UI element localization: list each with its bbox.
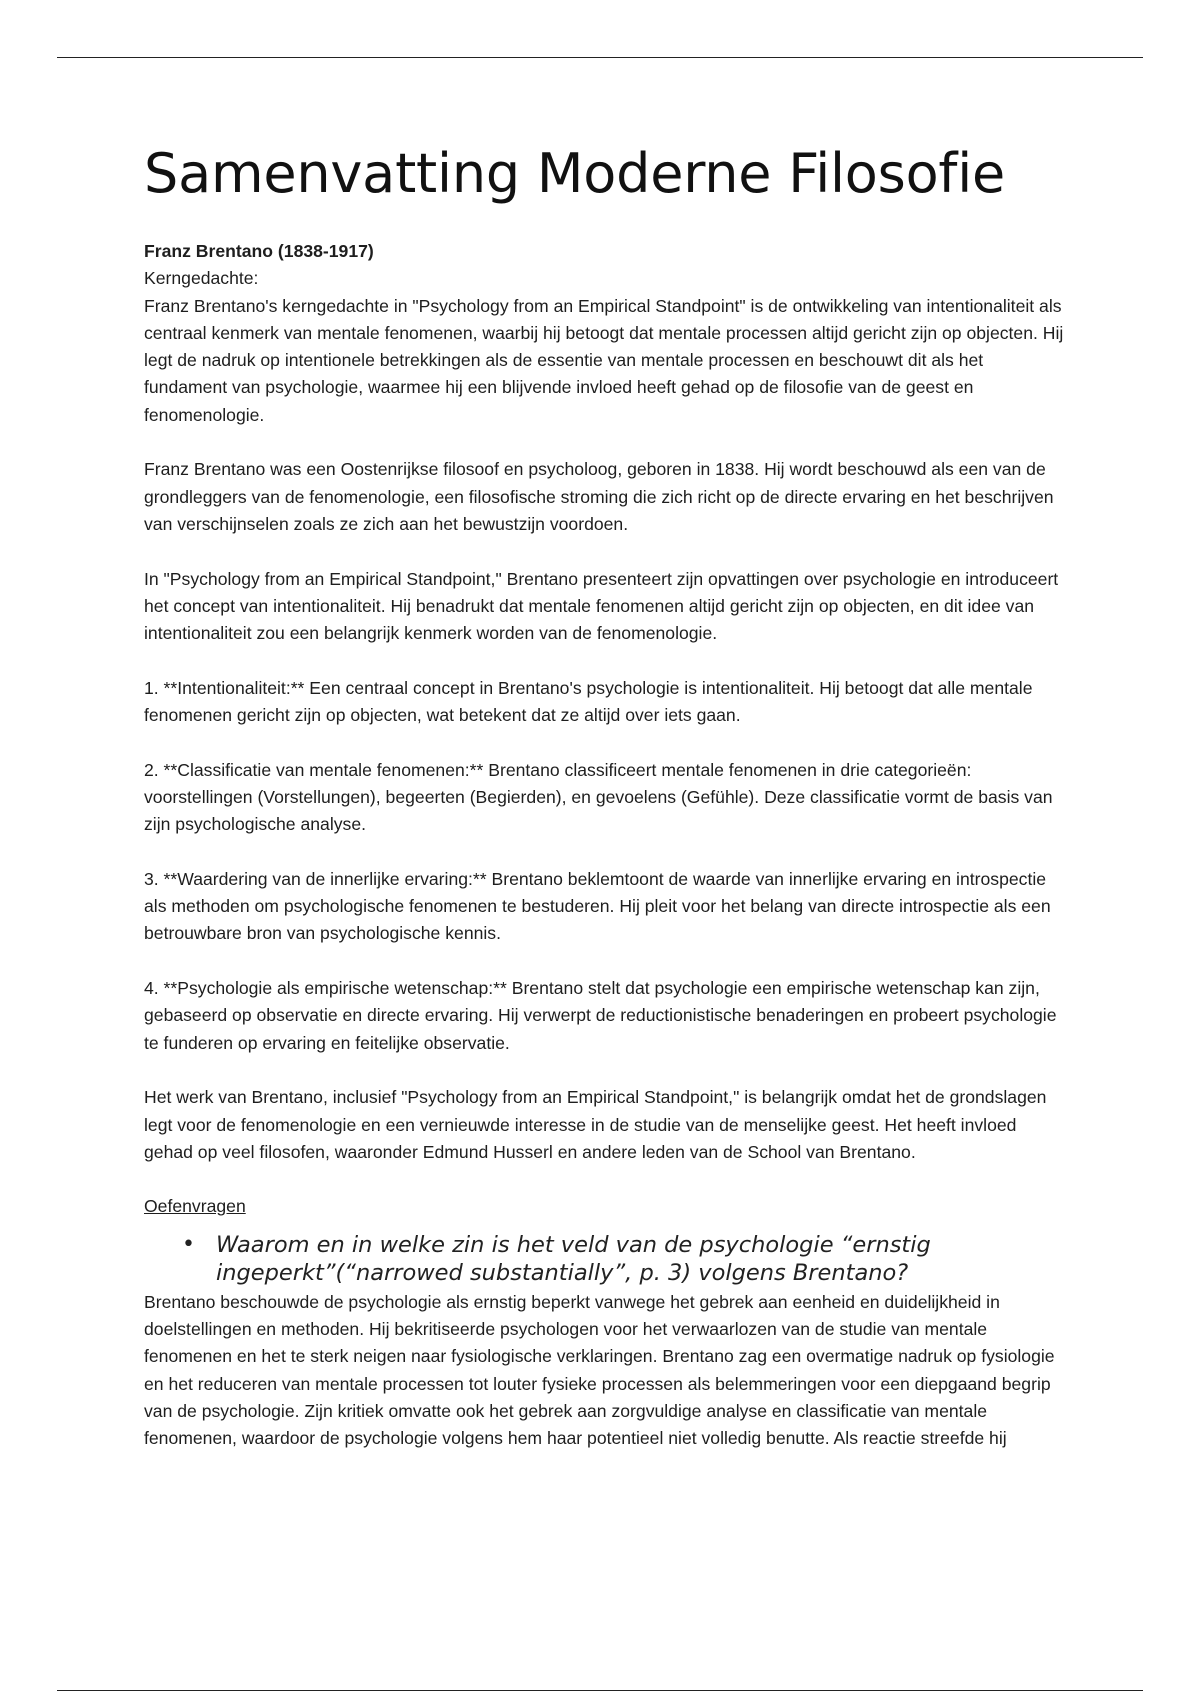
- document-body: [144, 238, 1064, 1452]
- list-point-1: 1. **Intentionaliteit:** Een centraal concept in Brentano's psychologie is intentionaliteit. Hij betoogt dat alle mentale fenomenen gericht zijn op objecten, wat betekent dat ze altijd over iets gaan.: [144, 677, 1033, 726]
- exercises-heading: Oefenvragen: [144, 1196, 246, 1217]
- document-title: Samenvatting Moderne Filosofie: [144, 142, 1006, 205]
- document-page: [144, 138, 1064, 1452]
- kern-label: Kerngedachte:: [144, 268, 259, 289]
- paragraph: Franz Brentano was een Oostenrijkse filosoof en psycholoog, geboren in 1838. Hij wordt beschouwd als een van de grondleggers van de fenomenologie, een filosofische stroming die zich richt op de directe ervaring en het beschrijven van verschijnselen zoals ze zich aan het bewustzijn voordoen.: [144, 459, 1054, 534]
- list-point-3: 3. **Waardering van de innerlijke ervaring:** Brentano beklemtoont de waarde van innerlijke ervaring en introspectie als methoden om psychologische fenomenen te bestuderen. Hij pleit voor het belang van directe introspectie als een betrouwbare bron van psychologische kennis.: [144, 868, 1051, 944]
- answer-text: Brentano beschouwde de psychologie als ernstig beperkt vanwege het gebrek aan eenheid en duidelijkheid in doelstellingen en methoden. Hij bekritiseerde psychologen voor het verwaarlozen van de studie van mentale fenomenen en het te sterk neigen naar fysiologische verklaringen. Brentano zag een overmatige nadruk op fysiologie en het reduceren van mentale processen tot louter fysieke processen als belemmeringen voor een diepgaand begrip van de psychologie. Zijn kritiek omvatte ook het gebrek aan zorgvuldige analyse en classificatie van mentale fenomenen, waardoor de psychologie volgens hem haar potentieel niet volledig benutte. Als reactie streefde hij: [144, 1291, 1055, 1449]
- header-rule: [57, 57, 1143, 58]
- section-heading: Franz Brentano (1838-1917): [144, 241, 374, 261]
- question-list: [144, 1231, 1064, 1287]
- list-point-4: 4. **Psychologie als empirische wetenschap:** Brentano stelt dat psychologie een empirische wetenschap kan zijn, gebaseerd op observatie en directe ervaring. Hij verwerpt de reductionistische benaderingen en probeert psychologie te funderen op ervaring en feitelijke observatie.: [144, 978, 1057, 1053]
- paragraph: In "Psychology from an Empirical Standpoint," Brentano presenteert zijn opvattingen over psychologie en introduceert het concept van intentionaliteit. Hij benadrukt dat mentale fenomenen altijd gericht zijn op objecten, en dit idee van intentionaliteit zou een belangrijk kenmerk worden van de fenomenologie.: [144, 568, 1059, 644]
- question-item: [182, 1231, 1064, 1287]
- bullet-icon: •: [182, 1231, 195, 1257]
- paragraph: Franz Brentano's kerngedachte in "Psychology from an Empirical Standpoint" is de ontwikkeling van intentionaliteit als centraal kenmerk van mentale fenomenen, waarbij hij betoogt dat mentale processen altijd gericht zijn op objecten. Hij legt de nadruk op intentionele betrekkingen als de essentie van mentale processen en beschouwt dit als het fundament van psychologie, waarmee hij een blijvende invloed heeft gehad op de filosofie van de geest en fenomenologie.: [144, 295, 1064, 425]
- question-text: Waarom en in welke zin is het veld van de psychologie “ernstig ingeperkt”(“narrowed substantially”, p. 3) volgens Brentano?: [216, 1231, 931, 1286]
- paragraph: Het werk van Brentano, inclusief "Psychology from an Empirical Standpoint," is belangrijk omdat het de grondslagen legt voor de fenomenologie en een vernieuwde interesse in de studie van de menselijke geest. Het heeft invloed gehad op veel filosofen, waaronder Edmund Husserl en andere leden van de School van Brentano.: [144, 1087, 1047, 1162]
- footer-rule: [57, 1690, 1143, 1691]
- list-point-2: 2. **Classificatie van mentale fenomenen:** Brentano classificeert mentale fenomenen in drie categorieën: voorstellingen (Vorstellungen), begeerten (Begierden), en gevoelens (Gefühle). Deze classificatie vormt de basis van zijn psychologische analyse.: [144, 759, 1053, 835]
